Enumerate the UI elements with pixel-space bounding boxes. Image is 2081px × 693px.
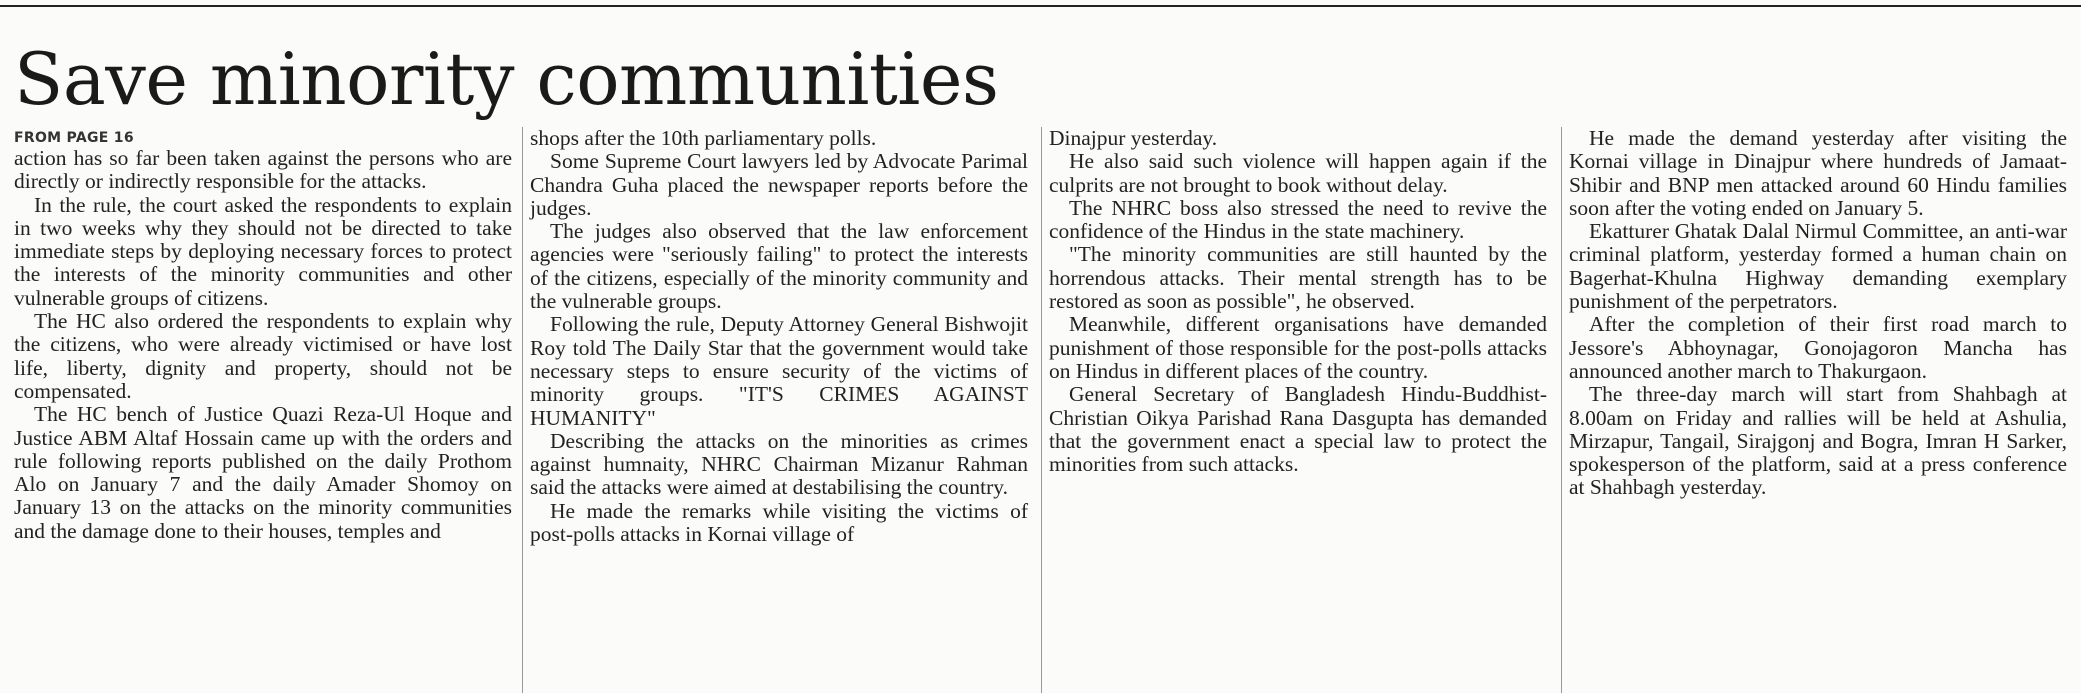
paragraph: Following the rule, Deputy Attorney General Bishwojit Roy told The Daily Star that the government would take necessary steps to ensure security of the victims of minority groups. "IT'S CRIMES AGAINST HUMANITY" bbox=[530, 312, 1028, 430]
paragraph: He also said such violence will happen again if the culprits are not brought to book without delay. bbox=[1049, 149, 1547, 197]
paragraph: Describing the attacks on the minorities as crimes against humnaity, NHRC Chairman Mizanur Rahman said the attacks were aimed at destabilising the country. bbox=[530, 428, 1028, 500]
column-divider bbox=[1561, 127, 1562, 693]
headline: Save minority communities bbox=[14, 37, 999, 121]
column-2 bbox=[530, 127, 1028, 546]
paragraph: Some Supreme Court lawyers led by Advocate Parimal Chandra Guha placed the newspaper reports before the judges. bbox=[530, 149, 1028, 220]
column-divider bbox=[522, 127, 523, 693]
column-1 bbox=[14, 127, 512, 543]
paragraph: The HC bench of Justice Quazi Reza-Ul Hoque and Justice ABM Altaf Hossain came up with the orders and rule following reports published on the daily Prothom Alo on January 7 and the daily Amader Shomoy on January 13 on the attacks on the minority communities and the damage done to their houses, temples and bbox=[14, 402, 512, 543]
paragraph: The NHRC boss also stressed the need to revive the confidence of the Hindus in the state machinery. bbox=[1049, 195, 1547, 244]
column-divider bbox=[1041, 127, 1042, 693]
paragraph: The HC also ordered the respondents to explain why the citizens, who were already victimised or have lost life, liberty, dignity and property, should not be compensated. bbox=[14, 309, 512, 403]
paragraph: "The minority communities are still haunted by the horrendous attacks. Their mental strength has to be restored as soon as possible", he observed. bbox=[1049, 242, 1547, 314]
paragraph: General Secretary of Bangladesh Hindu-Buddhist-Christian Oikya Parishad Rana Dasgupta has demanded that the government enact a special law to protect the minorities from such attacks. bbox=[1049, 382, 1547, 477]
paragraph: In the rule, the court asked the respondents to explain in two weeks why they should not be directed to take immediate steps by deploying necessary forces to protect the interests of the minority communities and other vulnerable groups of citizens. bbox=[14, 192, 512, 310]
paragraph: He made the remarks while visiting the victims of post-polls attacks in Kornai village of bbox=[530, 498, 1028, 547]
paragraph: The three-day march will start from Shahbagh at 8.00am on Friday and rallies will be held at Ashulia, Mirzapur, Tangail, Sirajgonj and Bogra, Imran H Sarker, spokesperson of the platform, said at a press conference at Shahbagh yesterday. bbox=[1569, 382, 2067, 500]
paragraph: The judges also observed that the law enforcement agencies were "seriously failing" to protect the interests of the citizens, especially of the minority community and the vulnerable groups. bbox=[530, 219, 1028, 314]
top-rule bbox=[0, 5, 2081, 7]
paragraph: Meanwhile, different organisations have demanded punishment of those responsible for the post-polls attacks on Hindus in different places of the country. bbox=[1049, 312, 1547, 383]
paragraph: shops after the 10th parliamentary polls. bbox=[530, 126, 877, 150]
paragraph: He made the demand yesterday after visiting the Kornai village in Dinajpur where hundreds of Jamaat-Shibir and BNP men attacked around 60 Hindu families soon after the voting ended on January 5. bbox=[1569, 126, 2067, 220]
paragraph: Dinajpur yesterday. bbox=[1049, 126, 1218, 150]
continuation-kicker: FROM PAGE 16 bbox=[14, 130, 134, 146]
paragraph: After the completion of their first road march to Jessore's Abhoynagar, Gonojagoron Mancha has announced another march to Thakurgaon. bbox=[1569, 312, 2067, 383]
column-4 bbox=[1569, 127, 2067, 500]
column-3 bbox=[1049, 127, 1547, 476]
paragraph: Ekatturer Ghatak Dalal Nirmul Committee, an anti-war criminal platform, yesterday formed a human chain on Bagerhat-Khulna Highway demanding exemplary punishment of the perpetrators. bbox=[1569, 219, 2067, 314]
paragraph: action has so far been taken against the persons who are directly or indirectly responsible for the attacks. bbox=[14, 146, 512, 194]
